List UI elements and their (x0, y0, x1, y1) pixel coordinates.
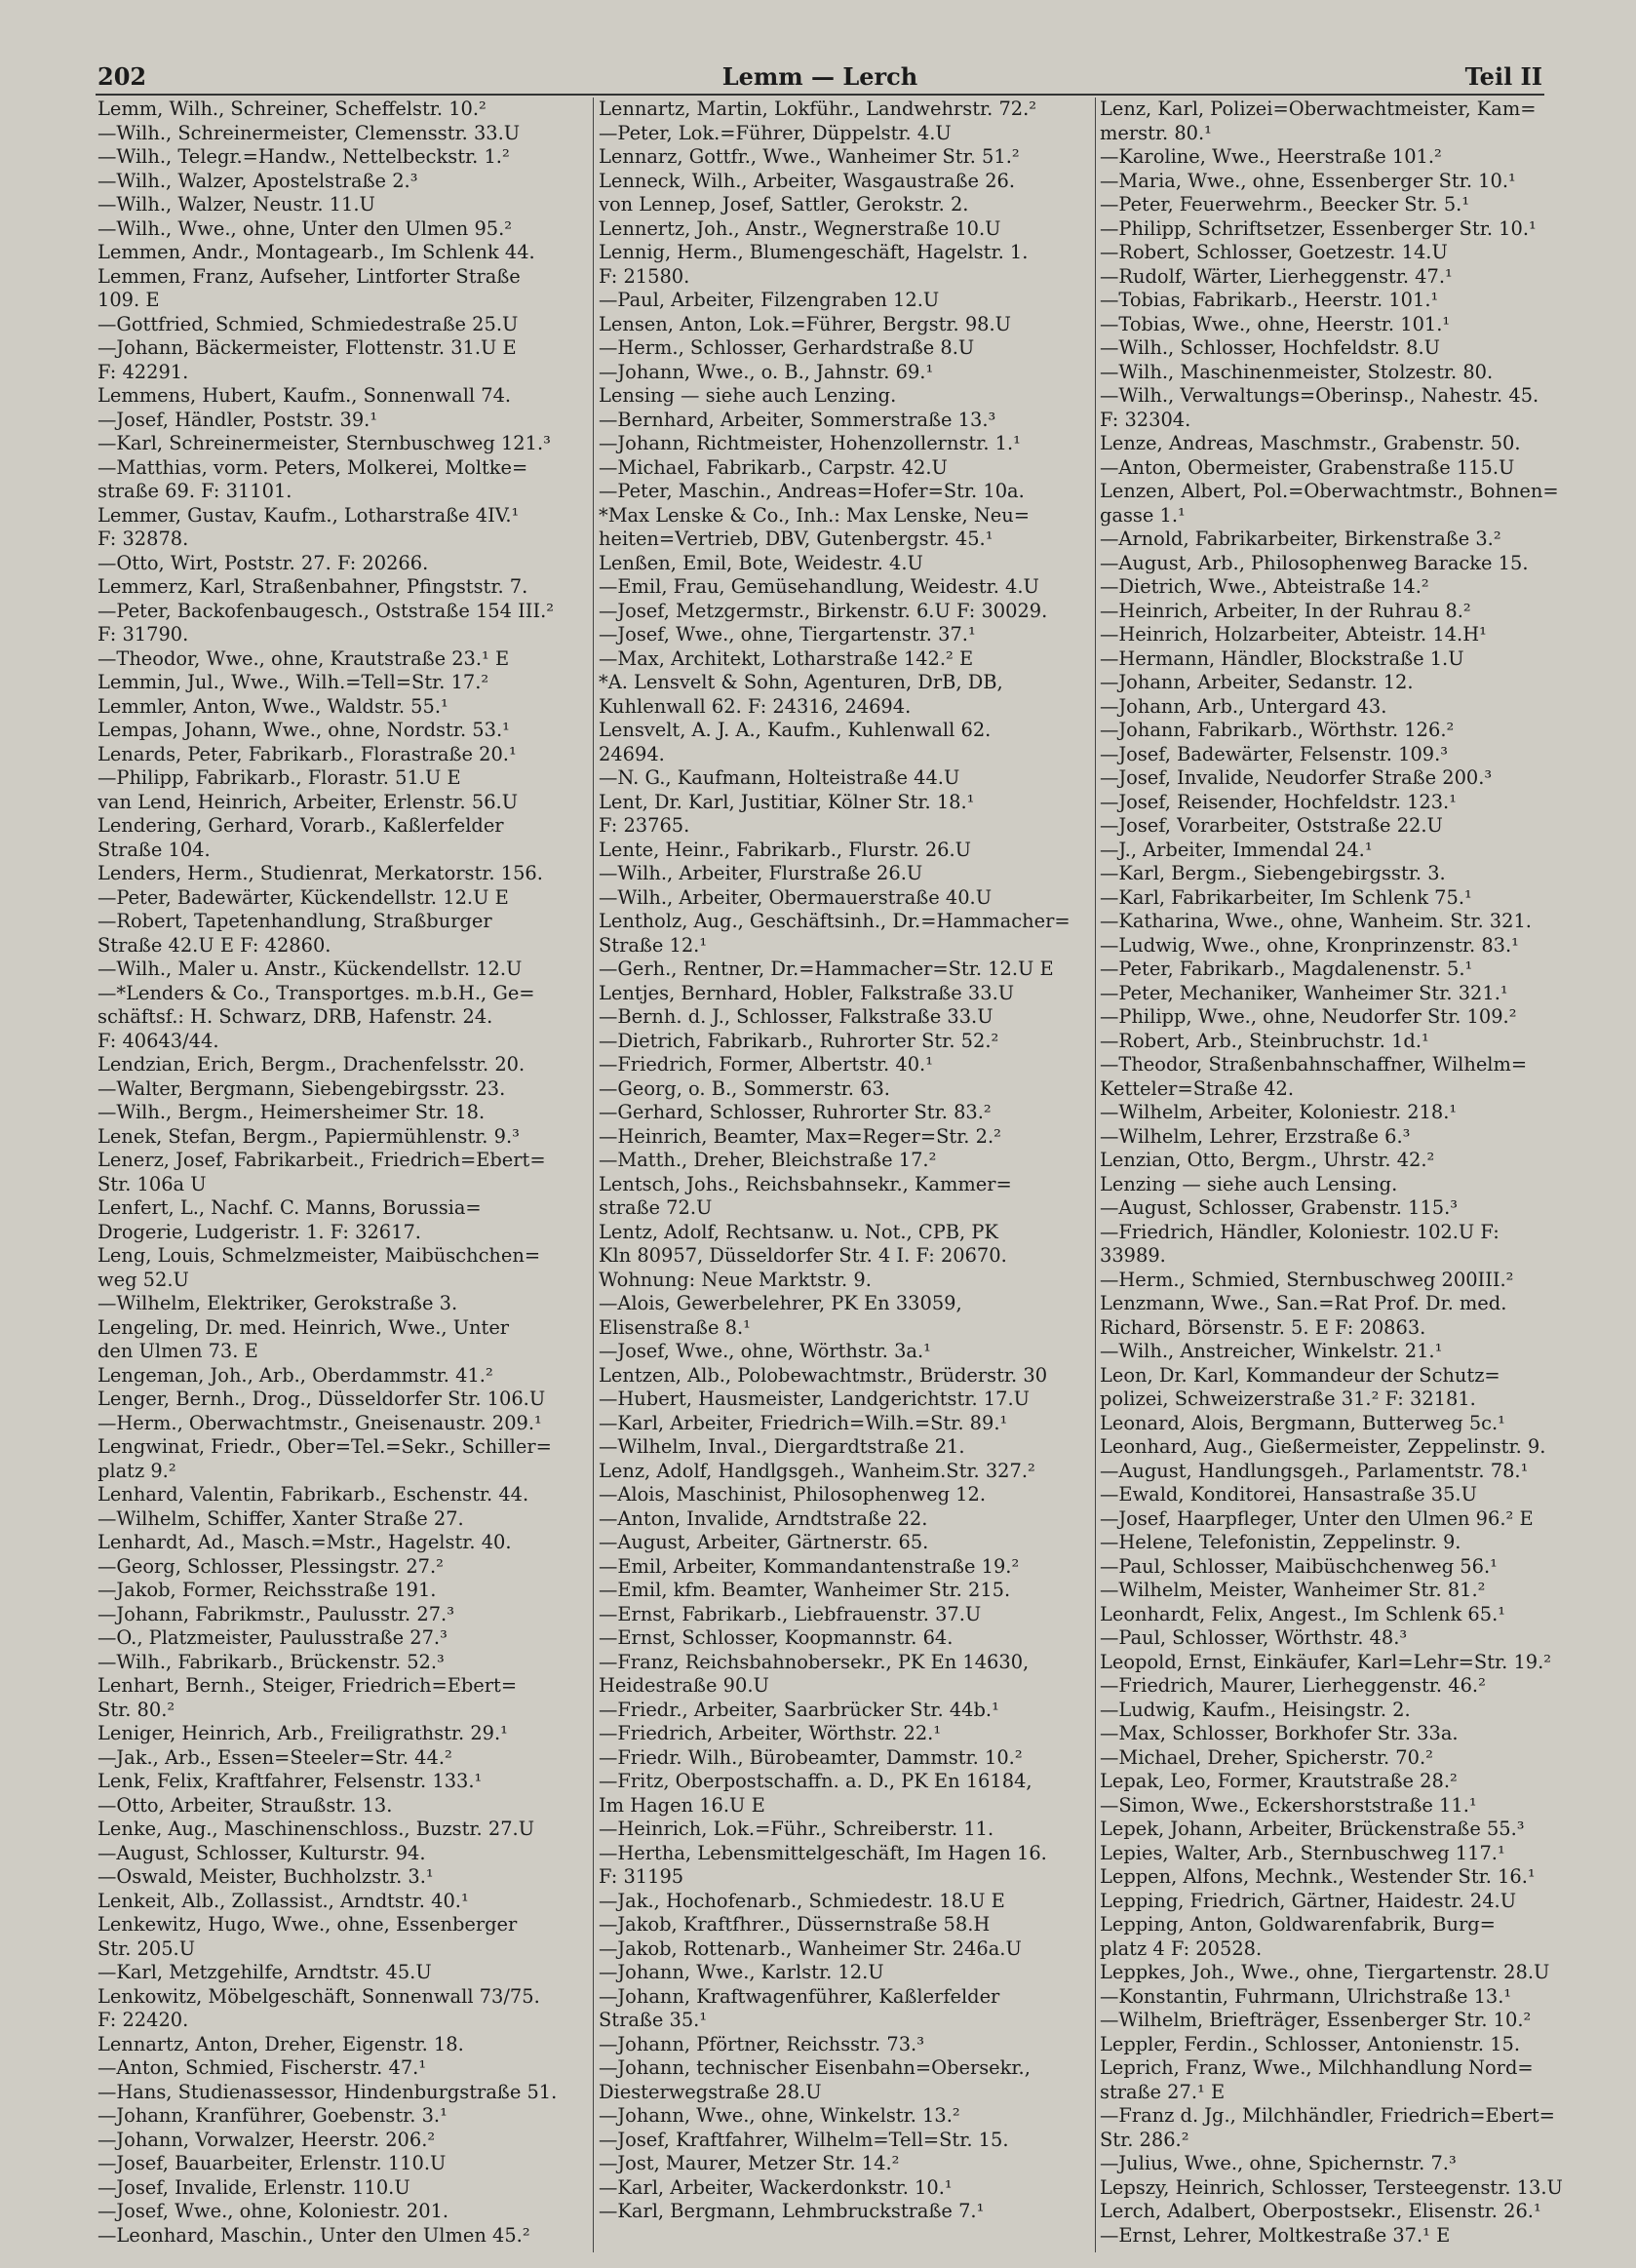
directory-entry: Lenzmann, Wwe., San.=Rat Prof. Dr. med. (1100, 1292, 1507, 1314)
directory-entry: —Ludwig, Wwe., ohne, Kronprinzenstr. 83.¹ (1100, 933, 1519, 957)
directory-entry: 33989. (1100, 1244, 1166, 1267)
directory-entry: —Fritz, Oberpostschaffn. a. D., PK En 16184, (599, 1770, 1032, 1792)
directory-entry: —August, Arbeiter, Gärtnerstr. 65. (599, 1531, 929, 1553)
directory-entry: F: 40643/44. (97, 1029, 219, 1052)
directory-entry: —Jakob, Former, Reichsstraße 191. (97, 1579, 437, 1601)
directory-entry: —Paul, Schlosser, Wörthstr. 48.³ (1100, 1626, 1408, 1649)
directory-entry: —Wilh., Schreinermeister, Clemensstr. 33.U (97, 121, 521, 144)
directory-entry: Kuhlenwall 62. F: 24316, 24694. (599, 694, 912, 718)
directory-entry: 24694. (599, 742, 665, 765)
directory-entry: Lendering, Gerhard, Vorarb., Kaßlerfelder (97, 814, 504, 837)
directory-entry: —Rudolf, Wärter, Lierheggenstr. 47.¹ (1100, 264, 1453, 288)
directory-entry: —Peter, Mechaniker, Wanheimer Str. 321.¹ (1100, 981, 1508, 1004)
directory-entry: —Robert, Tapetenhandlung, Straßburger (97, 910, 492, 932)
directory-entry: Leng, Louis, Schmelzmeister, Maibüschchen= (97, 1244, 541, 1267)
directory-entry: Lenkewitz, Hugo, Wwe., ohne, Essenberger (97, 1913, 518, 1936)
directory-entry: —Tobias, Fabrikarb., Heerstr. 101.¹ (1100, 289, 1439, 311)
directory-entry: —Friedrich, Maurer, Lierheggenstr. 46.² (1100, 1674, 1486, 1697)
directory-entry: Str. 205.U (97, 1936, 196, 1960)
directory-entry: —Franz d. Jg., Milchhändler, Friedrich=Ebert= (1100, 2104, 1555, 2127)
directory-entry: —Hans, Studienassessor, Hindenburgstraße 51. (97, 2080, 558, 2103)
directory-entry: Lenze, Andreas, Maschmstr., Grabenstr. 50. (1100, 432, 1521, 454)
directory-entry: —Ernst, Fabrikarb., Liebfrauenstr. 37.U (599, 1602, 982, 1625)
directory-entry: —Anton, Schmied, Fischerstr. 47.¹ (97, 2056, 427, 2079)
directory-entry: Lenger, Bernh., Drog., Düsseldorfer Str. 106.U (97, 1388, 546, 1410)
directory-entry: —Wilh., Walzer, Apostelstraße 2.³ (97, 169, 418, 192)
directory-entry: —Jak., Hochofenarb., Schmiedestr. 18.U E (599, 1889, 1005, 1912)
directory-entry: —Bernhard, Arbeiter, Sommerstraße 13.³ (599, 408, 996, 431)
page-header (97, 62, 1542, 96)
directory-entry: weg 52.U (97, 1268, 189, 1291)
directory-entry: Leniger, Heinrich, Arb., Freiligrathstr. 29.¹ (97, 1722, 508, 1744)
directory-entry: —O., Platzmeister, Paulusstraße 27.³ (97, 1626, 448, 1649)
directory-entry: —Emil, Frau, Gemüsehandlung, Weidestr. 4.U (599, 575, 1039, 598)
directory-entry: Lennartz, Anton, Dreher, Eigenstr. 18. (97, 2032, 464, 2055)
directory-entry: —Josef, Badewärter, Felsenstr. 109.³ (1100, 742, 1449, 765)
directory-entry: —Dietrich, Wwe., Abteistraße 14.² (1100, 575, 1429, 598)
directory-entry: Lepping, Anton, Goldwarenfabrik, Burg= (1100, 1913, 1496, 1936)
directory-entry: —Karl, Arbeiter, Friedrich=Wilh.=Str. 89.¹ (599, 1411, 1008, 1434)
directory-entry: —Wilhelm, Lehrer, Erzstraße 6.³ (1100, 1124, 1411, 1148)
directory-entry: —Josef, Haarpfleger, Unter den Ulmen 96.² E (1100, 1506, 1534, 1530)
directory-entry: —Georg, Schlosser, Plessingstr. 27.² (97, 1554, 444, 1578)
directory-entry: Lemmin, Jul., Wwe., Wilh.=Tell=Str. 17.² (97, 671, 489, 693)
directory-entry: Lensing — siehe auch Lenzing. (599, 384, 897, 407)
directory-entry: —Theodor, Wwe., ohne, Krautstraße 23.¹ E (97, 646, 510, 670)
directory-entry: —Maria, Wwe., ohne, Essenberger Str. 10.¹ (1100, 169, 1516, 192)
directory-entry: Lennig, Herm., Blumengeschäft, Hagelstr. 1. (599, 241, 1029, 263)
directory-entry: Lenhardt, Ad., Masch.=Mstr., Hagelstr. 40. (97, 1531, 512, 1553)
directory-entry: —Wilhelm, Inval., Diergardtstraße 21. (599, 1435, 965, 1458)
directory-entry: —Otto, Wirt, Poststr. 27. F: 20266. (97, 551, 429, 574)
directory-entry: Lemmen, Franz, Aufseher, Lintforter Straße (97, 264, 521, 288)
directory-entry: —Wilh., Telegr.=Handw., Nettelbeckstr. 1.² (97, 145, 510, 168)
directory-entry: Leonard, Alois, Bergmann, Butterweg 5c.¹ (1100, 1411, 1505, 1434)
directory-entry: —Wilh., Wwe., ohne, Unter den Ulmen 95.² (97, 216, 513, 240)
directory-entry: Lensen, Anton, Lok.=Führer, Bergstr. 98.U (599, 312, 1012, 335)
directory-entry: van Lend, Heinrich, Arbeiter, Erlenstr. 56.U (97, 790, 519, 813)
directory-entry: —Wilh., Walzer, Neustr. 11.U (97, 193, 375, 215)
directory-entry: —Herm., Oberwachtmstr., Gneisenaustr. 209.¹ (97, 1411, 542, 1434)
directory-entry: —Peter, Maschin., Andreas=Hofer=Str. 10a. (599, 480, 1025, 502)
directory-entry: —Heinrich, Beamter, Max=Reger=Str. 2.² (599, 1124, 1001, 1148)
directory-entry: Elisenstraße 8.¹ (599, 1315, 751, 1339)
directory-entry: —Johann, Arb., Untergard 43. (1100, 694, 1387, 718)
directory-entry: polizei, Schweizerstraße 31.² F: 32181. (1100, 1388, 1476, 1410)
directory-entry: Lemmler, Anton, Wwe., Waldstr. 55.¹ (97, 694, 448, 718)
directory-entry: Lenßen, Emil, Bote, Weidestr. 4.U (599, 551, 923, 574)
directory-entry: —Arnold, Fabrikarbeiter, Birkenstraße 3.² (1100, 528, 1501, 550)
directory-entry: —Julius, Wwe., ohne, Spichernstr. 7.³ (1100, 2152, 1457, 2174)
directory-entry: —Robert, Arb., Steinbruchstr. 1d.¹ (1100, 1029, 1429, 1052)
directory-entry: —Peter, Feuerwehrm., Beecker Str. 5.¹ (1100, 193, 1470, 215)
directory-entry: —Peter, Badewärter, Kückendellstr. 12.U E (97, 885, 509, 909)
directory-entry: Lenzian, Otto, Bergm., Uhrstr. 42.² (1100, 1149, 1435, 1171)
directory-entry: —Dietrich, Fabrikarb., Ruhrorter Str. 52.² (599, 1029, 999, 1052)
directory-entry: Lenzing — siehe auch Lensing. (1100, 1172, 1398, 1195)
column-2 (599, 98, 1096, 2252)
directory-entry: —Heinrich, Arbeiter, In der Ruhrau 8.² (1100, 599, 1471, 622)
directory-entry: von Lennep, Josef, Sattler, Gerokstr. 2. (599, 193, 969, 215)
directory-entry: F: 23765. (599, 814, 690, 837)
directory-entry: —Wilh., Arbeiter, Obermauerstraße 40.U (599, 885, 993, 909)
directory-entry: —Wilh., Arbeiter, Flurstraße 26.U (599, 862, 923, 884)
directory-entry: —Johann, technischer Eisenbahn=Obersekr., (599, 2056, 1031, 2079)
directory-entry: Lepak, Leo, Former, Krautstraße 28.² (1100, 1770, 1458, 1792)
directory-entry: —Paul, Schlosser, Maibüschchenweg 56.¹ (1100, 1554, 1498, 1578)
directory-entry: —Josef, Reisender, Hochfeldstr. 123.¹ (1100, 790, 1457, 813)
directory-entry: —Wilh., Maschinenmeister, Stolzestr. 80. (1100, 360, 1494, 383)
directory-entry: gasse 1.¹ (1100, 503, 1186, 527)
directory-entry: —Matthias, vorm. Peters, Molkerei, Moltke= (97, 455, 528, 479)
directory-entry: straße 72.U (599, 1196, 713, 1219)
directory-entry: Lenneck, Wilh., Arbeiter, Wasgaustraße 26. (599, 169, 1016, 192)
directory-entry: —Philipp, Fabrikarb., Florastr. 51.U E (97, 766, 461, 789)
directory-entry: —Karl, Bergm., Siebengebirgsstr. 3. (1100, 862, 1446, 884)
directory-entry: Drogerie, Ludgeristr. 1. F: 32617. (97, 1220, 421, 1243)
directory-entry: Lenk, Felix, Kraftfahrer, Felsenstr. 133.¹ (97, 1770, 483, 1792)
directory-entry: —Karl, Schreinermeister, Sternbuschweg 121.³ (97, 432, 551, 454)
directory-entry: —Karl, Metzgehilfe, Arndtstr. 45.U (97, 1961, 432, 1983)
directory-entry: Lepszy, Heinrich, Schlosser, Tersteegenstr. 13.U (1100, 2175, 1563, 2199)
directory-entry: Lemmer, Gustav, Kaufm., Lotharstraße 4IV.¹ (97, 503, 520, 527)
directory-entry: —Konstantin, Fuhrmann, Ulrichstraße 13.¹ (1100, 1984, 1512, 2008)
directory-entry: Lensvelt, A. J. A., Kaufm., Kuhlenwall 62. (599, 719, 992, 741)
directory-entry: Lenfert, L., Nachf. C. Manns, Borussia= (97, 1196, 482, 1219)
directory-entry: —Theodor, Straßenbahnschaffner, Wilhelm= (1100, 1053, 1528, 1075)
directory-entry: —August, Handlungsgeh., Parlamentstr. 78.¹ (1100, 1459, 1529, 1482)
directory-entry: —Josef, Wwe., ohne, Koloniestr. 201. (97, 2200, 449, 2222)
directory-entry: —Karl, Bergmann, Lehmbruckstraße 7.¹ (599, 2200, 985, 2222)
name-range: Lemm — Lerch (721, 62, 918, 91)
directory-entry: —Peter, Backofenbaugesch., Oststraße 154 III.² (97, 599, 555, 622)
directory-entry: —Johann, Pförtner, Reichsstr. 73.³ (599, 2032, 924, 2055)
directory-entry: Straße 12.¹ (599, 933, 708, 957)
directory-entry: —Wilh., Anstreicher, Winkelstr. 21.¹ (1100, 1340, 1443, 1362)
directory-entry: —August, Arb., Philosophenweg Baracke 15. (1100, 551, 1529, 574)
directory-entry: —Johann, Kranführer, Goebenstr. 3.¹ (97, 2104, 448, 2127)
directory-entry: Lenzen, Albert, Pol.=Oberwachtmstr., Bohnen= (1100, 480, 1559, 502)
directory-entry: Lent, Dr. Karl, Justitiar, Kölner Str. 18.¹ (599, 790, 975, 813)
directory-entry: —Herm., Schlosser, Gerhardstraße 8.U (599, 336, 975, 359)
directory-entry: —Ernst, Schlosser, Koopmannstr. 64. (599, 1626, 954, 1649)
directory-entry: —Gottfried, Schmied, Schmiedestraße 25.U (97, 312, 519, 335)
directory-entry: —Karl, Arbeiter, Wackerdonkstr. 10.¹ (599, 2175, 953, 2199)
directory-entry: —Michael, Dreher, Spicherstr. 70.² (1100, 1745, 1433, 1769)
directory-entry: merstr. 80.¹ (1100, 121, 1212, 144)
directory-entry: —Ludwig, Kaufm., Heisingstr. 2. (1100, 1698, 1411, 1721)
directory-entry: —Josef, Vorarbeiter, Oststraße 22.U (1100, 814, 1443, 837)
directory-entry: —Jak., Arb., Essen=Steeler=Str. 44.² (97, 1745, 452, 1769)
directory-entry: Lenhard, Valentin, Fabrikarb., Eschenstr. 44. (97, 1483, 529, 1505)
directory-entry: Lenz, Adolf, Handlgsgeh., Wanheim.Str. 327.² (599, 1459, 1035, 1482)
directory-entry: platz 4 F: 20528. (1100, 1936, 1263, 1960)
directory-entry: schäftsf.: H. Schwarz, DRB, Hafenstr. 24. (97, 1005, 493, 1028)
directory-entry: —Alois, Maschinist, Philosophenweg 12. (599, 1483, 987, 1505)
directory-entry: —Gerhard, Schlosser, Ruhrorter Str. 83.² (599, 1101, 992, 1123)
directory-entry: Lerch, Adalbert, Oberpostsekr., Elisenstr. 26.¹ (1100, 2200, 1541, 2222)
directory-entry: —Anton, Obermeister, Grabenstraße 115.U (1100, 455, 1515, 479)
directory-entry: Lentjes, Bernhard, Hobler, Falkstraße 33.U (599, 981, 1015, 1004)
directory-entry: —Max, Architekt, Lotharstraße 142.² E (599, 646, 974, 670)
directory-entry: —J., Arbeiter, Immendal 24.¹ (1100, 838, 1373, 861)
directory-entry: Lengeling, Dr. med. Heinrich, Wwe., Unter (97, 1315, 510, 1339)
directory-entry: —Robert, Schlosser, Goetzestr. 14.U (1100, 241, 1448, 263)
directory-entry: —Peter, Fabrikarb., Magdalenenstr. 5.¹ (1100, 958, 1473, 980)
directory-entry: —Johann, Fabrikarb., Wörthstr. 126.² (1100, 719, 1455, 741)
directory-entry: Lengwinat, Friedr., Ober=Tel.=Sekr., Schiller= (97, 1435, 552, 1458)
directory-entry: Lenz, Karl, Polizei=Oberwachtmeister, Kam= (1100, 98, 1537, 120)
directory-entry: —Johann, Bäckermeister, Flottenstr. 31.U E (97, 336, 517, 359)
directory-entry: —Karl, Fabrikarbeiter, Im Schlenk 75.¹ (1100, 885, 1472, 909)
directory-entry: —Wilh., Schlosser, Hochfeldstr. 8.U (1100, 336, 1440, 359)
directory-entry: —Hertha, Lebensmittelgeschäft, Im Hagen 16. (599, 1841, 1047, 1864)
directory-entry: —Friedrich, Former, Albertstr. 40.¹ (599, 1053, 933, 1075)
directory-entry: —Johann, Kraftwagenführer, Kaßlerfelder (599, 1984, 1000, 2008)
directory-entry: —August, Schlosser, Kulturstr. 94. (97, 1841, 426, 1864)
directory-entry: Lengeman, Joh., Arb., Oberdammstr. 41.² (97, 1363, 493, 1387)
directory-entry: platz 9.² (97, 1459, 176, 1482)
directory-entry: F: 32878. (97, 528, 189, 550)
directory-entry: Diesterwegstraße 28.U (599, 2080, 822, 2103)
directory-entry: Lenkowitz, Möbelgeschäft, Sonnenwall 73/75. (97, 1984, 540, 2008)
directory-entry: —Johann, Richtmeister, Hohenzollernstr. 1.¹ (599, 432, 1021, 454)
directory-entry: —Katharina, Wwe., ohne, Wanheim. Str. 321. (1100, 910, 1532, 932)
directory-entry: —Ewald, Konditorei, Hansastraße 35.U (1100, 1483, 1477, 1505)
directory-entry: —Helene, Telefonistin, Zeppelinstr. 9. (1100, 1531, 1461, 1553)
directory-entry: Lemmerz, Karl, Straßenbahner, Pfingststr. 7. (97, 575, 528, 598)
directory-entry: Lentholz, Aug., Geschäftsinh., Dr.=Hammacher= (599, 910, 1071, 932)
directory-entry: —Max, Schlosser, Borkhofer Str. 33a. (1100, 1722, 1459, 1744)
directory-entry: Leonhard, Aug., Gießermeister, Zeppelinstr. 9. (1100, 1435, 1546, 1458)
directory-entry: Ketteler=Straße 42. (1100, 1076, 1295, 1100)
directory-entry: Lenhart, Bernh., Steiger, Friedrich=Ebert= (97, 1674, 518, 1697)
directory-entry: F: 22420. (97, 2009, 189, 2031)
directory-entry: —Josef, Metzgermstr., Birkenstr. 6.U F: 30029. (599, 599, 1048, 622)
directory-entry: —Anton, Invalide, Arndtstraße 22. (599, 1506, 928, 1530)
directory-entry: Lemm, Wilh., Schreiner, Scheffelstr. 10.² (97, 98, 487, 120)
directory-entry: —Friedr. Wilh., Bürobeamter, Dammstr. 10.² (599, 1745, 1023, 1769)
directory-entry: heiten=Vertrieb, DBV, Gutenbergstr. 45.¹ (599, 528, 993, 550)
directory-entry: —Josef, Händler, Poststr. 39.¹ (97, 408, 378, 431)
page-number: 202 (97, 62, 147, 91)
directory-entry: Leopold, Ernst, Einkäufer, Karl=Lehr=Str. 19.² (1100, 1650, 1552, 1673)
directory-entry: —Jost, Maurer, Metzer Str. 14.² (599, 2152, 900, 2174)
directory-entry: Leonhardt, Felix, Angest., Im Schlenk 65.¹ (1100, 1602, 1506, 1625)
directory-entry: —Friedrich, Händler, Koloniestr. 102.U F: (1100, 1220, 1500, 1243)
directory-entry: *A. Lensvelt & Sohn, Agenturen, DrB, DB, (599, 671, 1003, 693)
directory-entry: Richard, Börsenstr. 5. E F: 20863. (1100, 1315, 1426, 1339)
directory-entry: —Josef, Kraftfahrer, Wilhelm=Tell=Str. 15. (599, 2128, 1009, 2151)
directory-entry: Lentsch, Johs., Reichsbahnsekr., Kammer= (599, 1172, 1012, 1195)
directory-entry: —Wilh., Bergm., Heimersheimer Str. 18. (97, 1101, 486, 1123)
directory-entry: —Wilhelm, Elektriker, Gerokstraße 3. (97, 1292, 458, 1314)
directory-entry: Lempas, Johann, Wwe., ohne, Nordstr. 53.¹ (97, 719, 510, 741)
directory-entry: —Franz, Reichsbahnobersekr., PK En 14630, (599, 1650, 1030, 1673)
directory-entry: —Hermann, Händler, Blockstraße 1.U (1100, 646, 1464, 670)
directory-entry: Leppkes, Joh., Wwe., ohne, Tiergartenstr. 28.U (1100, 1961, 1550, 1983)
directory-entry: —Josef, Invalide, Erlenstr. 110.U (97, 2175, 410, 2199)
directory-entry: —Tobias, Wwe., ohne, Heerstr. 101.¹ (1100, 312, 1451, 335)
directory-entry: F: 31790. (97, 623, 189, 645)
directory-entry: Lemmen, Andr., Montagearb., Im Schlenk 44. (97, 241, 535, 263)
directory-entry: —N. G., Kaufmann, Holteistraße 44.U (599, 766, 960, 789)
directory-entry: Kln 80957, Düsseldorfer Str. 4 I. F: 20670. (599, 1244, 1007, 1267)
directory-entry: Leprich, Franz, Wwe., Milchhandlung Nord= (1100, 2056, 1534, 2079)
directory-entry: Lepies, Walter, Arb., Sternbuschweg 117.¹ (1100, 1841, 1505, 1864)
directory-entry: Lepek, Johann, Arbeiter, Brückenstraße 55.³ (1100, 1818, 1525, 1840)
directory-entry: —Bernh. d. J., Schlosser, Falkstraße 33.U (599, 1005, 993, 1028)
directory-entry: —Heinrich, Lok.=Führ., Schreiberstr. 11. (599, 1818, 994, 1840)
directory-entry: —Otto, Arbeiter, Straußstr. 13. (97, 1793, 393, 1817)
directory-entry: —Johann, Wwe., Karlstr. 12.U (599, 1961, 884, 1983)
directory-entry: —Oswald, Meister, Buchholzstr. 3.¹ (97, 1865, 434, 1888)
directory-entry: —Wilhelm, Meister, Wanheimer Str. 81.² (1100, 1579, 1486, 1601)
directory-entry: —Hubert, Hausmeister, Landgerichtstr. 17.U (599, 1388, 1030, 1410)
directory-entry: Lenek, Stefan, Bergm., Papiermühlenstr. 9.³ (97, 1124, 520, 1148)
directory-entry: —Wilh., Maler u. Anstr., Kückendellstr. 12.U (97, 958, 523, 980)
directory-entry: —Friedrich, Arbeiter, Wörthstr. 22.¹ (599, 1722, 942, 1744)
directory-entry: —Matth., Dreher, Bleichstraße 17.² (599, 1149, 937, 1171)
directory-entry: Straße 35.¹ (599, 2009, 708, 2031)
directory-entry: 109. E (97, 289, 160, 311)
directory-entry: Lente, Heinr., Fabrikarb., Flurstr. 26.U (599, 838, 972, 861)
directory-entry: Lenards, Peter, Fabrikarb., Florastraße 20.¹ (97, 742, 517, 765)
directory-entry: —Jakob, Rottenarb., Wanheimer Str. 246a.U (599, 1936, 1022, 1960)
directory-entry: Str. 106a U (97, 1172, 207, 1195)
directory-entry: Lentz, Adolf, Rechtsanw. u. Not., CPB, PK (599, 1220, 998, 1243)
directory-entry: Heidestraße 90.U (599, 1674, 769, 1697)
directory-entry: Leon, Dr. Karl, Kommandeur der Schutz= (1100, 1363, 1500, 1387)
directory-entry: Leppler, Ferdin., Schlosser, Antonienstr. 15. (1100, 2032, 1521, 2055)
directory-entry: —Peter, Lok.=Führer, Düppelstr. 4.U (599, 121, 952, 144)
directory-entry: F: 32304. (1100, 408, 1191, 431)
directory-entry: —Alois, Gewerbelehrer, PK En 33059, (599, 1292, 962, 1314)
directory-entry: —Herm., Schmied, Sternbuschweg 200III.² (1100, 1268, 1514, 1291)
directory-entry: Leppen, Alfons, Mechnk., Westender Str. 16.¹ (1100, 1865, 1536, 1888)
directory-entry: Str. 286.² (1100, 2128, 1189, 2151)
directory-entry: —Emil, kfm. Beamter, Wanheimer Str. 215. (599, 1579, 1011, 1601)
column-3 (1100, 98, 1597, 2252)
directory-entry: straße 27.¹ E (1100, 2080, 1226, 2103)
directory-entry: Straße 42.U E F: 42860. (97, 933, 331, 957)
directory-entry: —Johann, Arbeiter, Sedanstr. 12. (1100, 671, 1414, 693)
directory-entry: —Walter, Bergmann, Siebengebirgsstr. 23. (97, 1076, 506, 1100)
directory-entry: —Josef, Wwe., ohne, Wörthstr. 3a.¹ (599, 1340, 931, 1362)
directory-entry: Wohnung: Neue Marktstr. 9. (599, 1268, 872, 1291)
directory-entry: —Ernst, Lehrer, Moltkestraße 37.¹ E (1100, 2223, 1451, 2247)
directory-entry: *Max Lenske & Co., Inh.: Max Lenske, Neu= (599, 503, 1031, 527)
directory-entry: straße 69. F: 31101. (97, 480, 292, 502)
directory-entry: Im Hagen 16.U E (599, 1793, 765, 1817)
directory-entry: —Johann, Wwe., o. B., Jahnstr. 69.¹ (599, 360, 934, 383)
directory-entry: —Wilhelm, Briefträger, Essenberger Str. 10.² (1100, 2009, 1532, 2031)
directory-entry: —Johann, Vorwalzer, Heerstr. 206.² (97, 2128, 436, 2151)
directory-entry: —Johann, Wwe., ohne, Winkelstr. 13.² (599, 2104, 960, 2127)
directory-entry: —Emil, Arbeiter, Kommandantenstraße 19.² (599, 1554, 1020, 1578)
directory-entry: —Philipp, Schriftsetzer, Essenberger Str. 10.¹ (1100, 216, 1537, 240)
directory-entry: —Simon, Wwe., Eckershorststraße 11.¹ (1100, 1793, 1477, 1817)
directory-entry: Lenke, Aug., Maschinenschloss., Buzstr. 27.U (97, 1818, 535, 1840)
directory-entry: F: 21580. (599, 264, 690, 288)
directory-entry: —Georg, o. B., Sommerstr. 63. (599, 1076, 890, 1100)
directory-entry: —Johann, Fabrikmstr., Paulusstr. 27.³ (97, 1602, 454, 1625)
part-label: Teil II (1464, 62, 1542, 91)
directory-entry: Str. 80.² (97, 1698, 175, 1721)
directory-entry: —Michael, Fabrikarb., Carpstr. 42.U (599, 455, 948, 479)
directory-entry: —Friedr., Arbeiter, Saarbrücker Str. 44b.¹ (599, 1698, 999, 1721)
directory-entry: Lenders, Herm., Studienrat, Merkatorstr. 156. (97, 862, 543, 884)
directory-entry: —Karoline, Wwe., Heerstraße 101.² (1100, 145, 1442, 168)
directory-entry: —Jakob, Kraftfhrer., Düssernstraße 58.H (599, 1913, 991, 1936)
directory-entry: —Josef, Wwe., ohne, Tiergartenstr. 37.¹ (599, 623, 976, 645)
directory-entry: Lepping, Friedrich, Gärtner, Haidestr. 24.U (1100, 1889, 1517, 1912)
directory-entry: —*Lenders & Co., Transportges. m.b.H., Ge= (97, 981, 535, 1004)
directory-entry: —Heinrich, Holzarbeiter, Abteistr. 14.H¹ (1100, 623, 1487, 645)
directory-entry: —Wilh., Verwaltungs=Oberinsp., Nahestr. 45. (1100, 384, 1539, 407)
directory-entry: —August, Schlosser, Grabenstr. 115.³ (1100, 1196, 1459, 1219)
directory-entry: den Ulmen 73. E (97, 1340, 258, 1362)
directory-entry: Lennartz, Martin, Lokführ., Landwehrstr. 72.² (599, 98, 1037, 120)
directory-entry: —Wilhelm, Schiffer, Xanter Straße 27. (97, 1506, 464, 1530)
directory-entry: F: 42291. (97, 360, 189, 383)
directory-entry: —Josef, Bauarbeiter, Erlenstr. 110.U (97, 2152, 447, 2174)
directory-entry: —Paul, Arbeiter, Filzengraben 12.U (599, 289, 940, 311)
directory-entry: Straße 104. (97, 838, 211, 861)
directory-entry: —Wilh., Fabrikarb., Brückenstr. 52.³ (97, 1650, 445, 1673)
directory-entry: Lentzen, Alb., Polobewachtmstr., Brüderstr. 30 (599, 1363, 1048, 1387)
header-rule (96, 94, 1544, 96)
directory-entry: —Josef, Invalide, Neudorfer Straße 200.³ (1100, 766, 1493, 789)
directory-entry: Lennertz, Joh., Anstr., Wegnerstraße 10.U (599, 216, 1001, 240)
directory-entry: —Philipp, Wwe., ohne, Neudorfer Str. 109.² (1100, 1005, 1517, 1028)
directory-entry: Lendzian, Erich, Bergm., Drachenfelsstr. 20. (97, 1053, 526, 1075)
directory-entry: —Leonhard, Maschin., Unter den Ulmen 45.² (97, 2223, 530, 2247)
directory-entry: Lennarz, Gottfr., Wwe., Wanheimer Str. 51.² (599, 145, 1020, 168)
directory-entry: Lemmens, Hubert, Kaufm., Sonnenwall 74. (97, 384, 512, 407)
directory-entry: —Wilhelm, Arbeiter, Koloniestr. 218.¹ (1100, 1101, 1458, 1123)
directory-entry: —Gerh., Rentner, Dr.=Hammacher=Str. 12.U E (599, 958, 1054, 980)
directory-entry: Lenerz, Josef, Fabrikarbeit., Friedrich=Ebert= (97, 1149, 546, 1171)
directory-entry: F: 31195 (599, 1865, 684, 1888)
directory-entry: Lenkeit, Alb., Zollassist., Arndtstr. 40.¹ (97, 1889, 469, 1912)
column-1 (97, 98, 595, 2252)
